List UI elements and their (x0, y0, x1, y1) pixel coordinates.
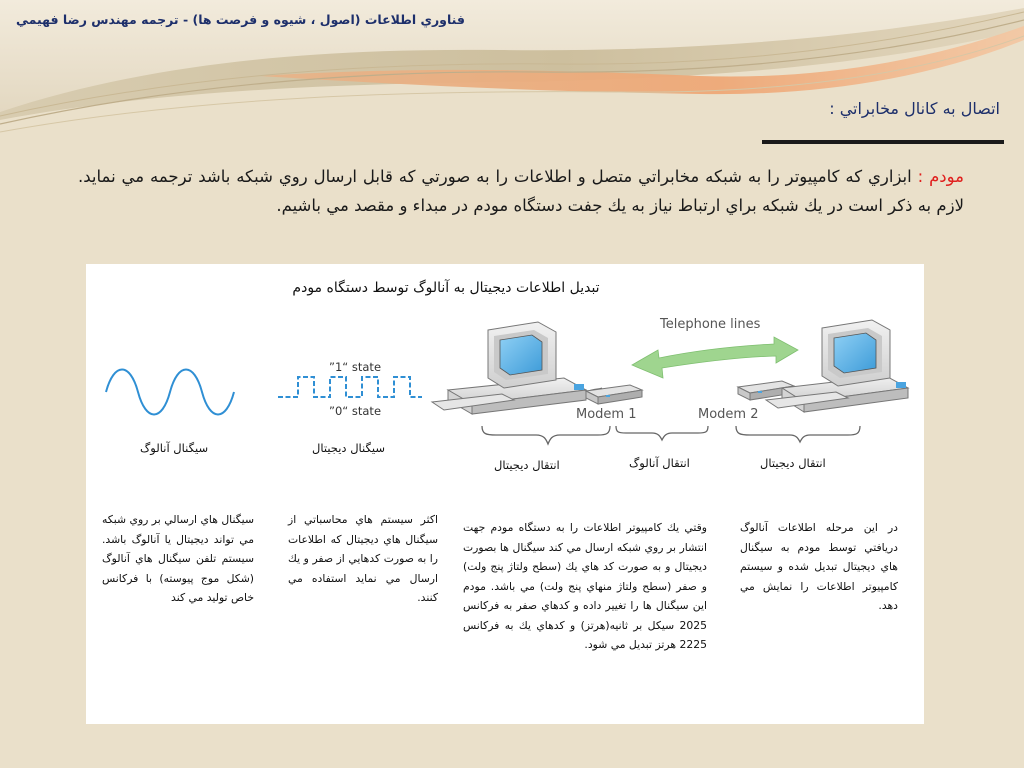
modem-receiving-description: در اين مرحله اطلاعات آنالوگ دريافتي توسط مودم به سيگنال هاي ديجيتال تبديل شده و سيستم كامپيوتر اطلاعات را نمايش مي دهد. (740, 521, 898, 612)
modem-1-label: Modem 1 (576, 407, 637, 422)
modem-2-label: Modem 2 (698, 407, 759, 422)
telephone-lines-arrow (632, 337, 798, 378)
analog-signal-label: سيگنال آنالوگ (140, 441, 209, 455)
digital-transmission-right-label: انتقال ديجيتال (760, 456, 826, 470)
figure-title: تبديل اطلاعات ديجيتال به آنالوگ توسط دستگاه مودم (292, 280, 600, 296)
modem-sending-description: وقتي يك كامپيوتر اطلاعات را به دستگاه مودم جهت انتشار بر روي شبكه ارسال مي كند سيگنال ها بصورت ديجيتال و به صورت كد هاي يك (سطح ولتاژ پنج ولت) و صفر (سطح ولتاژ منهاي پنج ولت) مي باشد. مودم اين سيگنال ها را تغيير داده و كدهاي صفر به فركانس 2025 سيكل بر ثانيه(هرتز) و كدهاي يك به فركانس 2225 هرتز تبديل مي شود. (463, 521, 707, 651)
digital-transmission-right-brace (736, 426, 860, 442)
analog-wave (106, 370, 234, 415)
title-underline (762, 140, 1004, 144)
analog-transmission-brace (616, 426, 708, 440)
modem-diagram (86, 264, 924, 724)
digital-signal-description: اكثر سيستم هاي محاسباتي از سيگنال هاي ديجيتال كه اطلاعات را به صورت كدهايي از صفر و يك ارسال مي نمايد استفاده مي كنند. (288, 513, 438, 604)
digital-transmission-left-brace (482, 426, 610, 444)
telephone-lines-label: Telephone lines (660, 317, 761, 332)
computer-left-icon (432, 322, 602, 414)
section-title: اتصال به كانال مخابراتي : (829, 99, 1000, 118)
digital-transmission-left-label: انتقال ديجيتال (494, 458, 560, 472)
modem-figure-panel (86, 264, 924, 724)
deck-title: فناوري اطلاعات (اصول ، شيوه و فرصت ها) - ترجمه مهندس رضا فهيمي (16, 12, 465, 27)
digital-wave (278, 377, 422, 397)
modem-term: مودم : (917, 167, 965, 186)
analog-signal-description: سيگنال هاي ارسالي بر روي شبكه مي تواند ديجيتال يا آنالوگ باشد. سيستم تلفن سيگنال هاي آنالوگ (شكل موج پيوسته) با فركانس خاص توليد مي كند (102, 513, 254, 604)
modem-definition-text: ابزاري كه كامپيوتر را به شبكه مخابراتي متصل و اطلاعات را به صورتي كه قابل ارسال روي شبكه باشد ترجمه مي نمايد. لازم به ذكر است در يك شبكه براي ارتباط نياز به يك جفت دستگاه مودم در مبداء و مقصد مي باشيم. (78, 167, 964, 215)
computer-right-icon (766, 320, 908, 412)
modem-definition-paragraph (78, 162, 964, 220)
state-0-label: ”0“ state (329, 404, 382, 418)
modem-1-icon (586, 385, 642, 404)
analog-transmission-label: انتقال آنالوگ (629, 456, 690, 470)
state-1-label: ”1“ state (329, 360, 382, 374)
digital-signal-label: سيگنال ديجيتال (312, 441, 385, 455)
